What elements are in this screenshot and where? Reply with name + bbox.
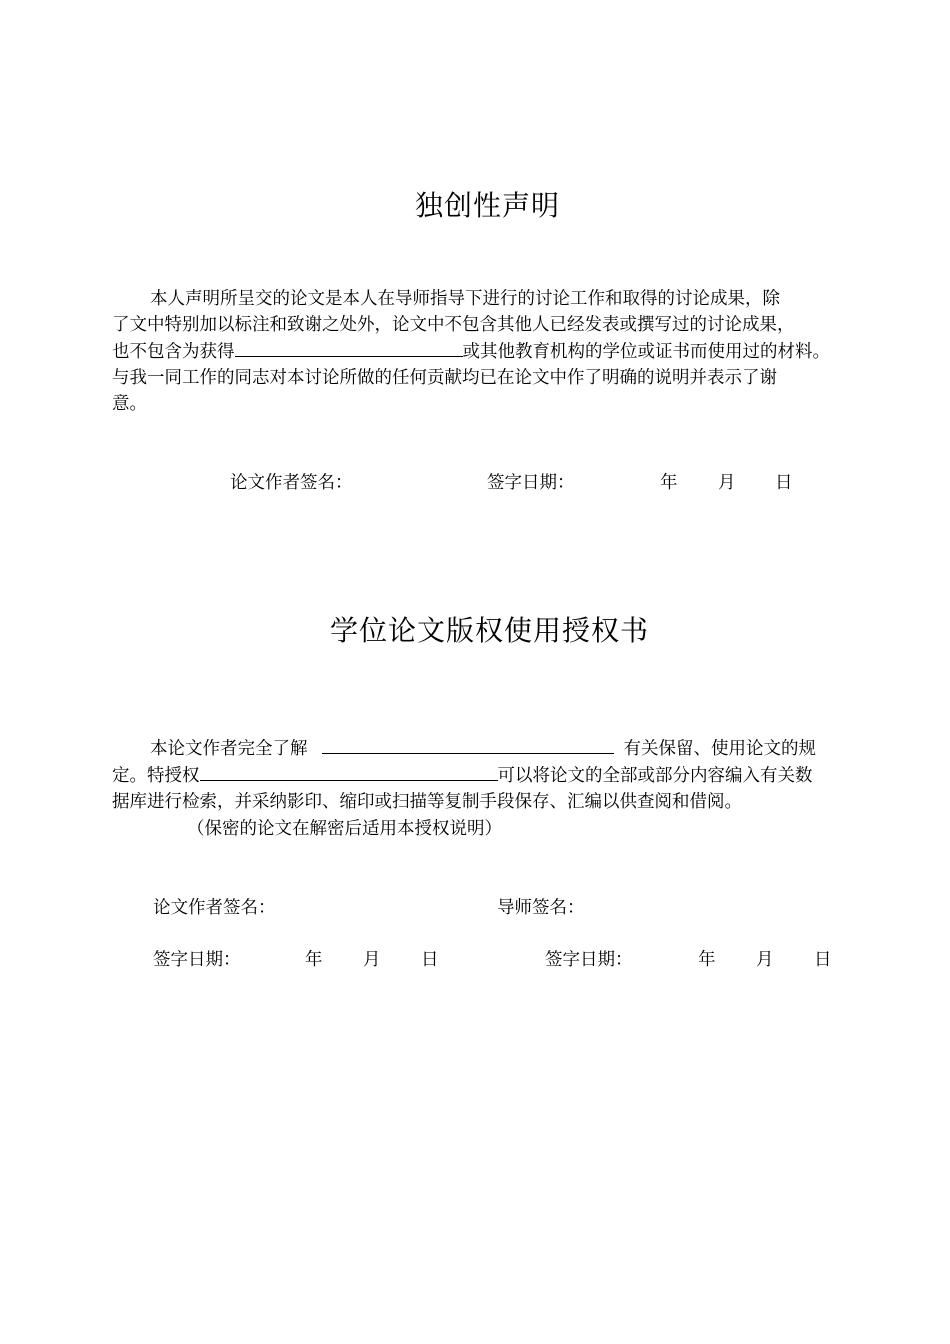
declaration-month-label: 月	[718, 473, 736, 493]
authorization-line-1: 本论文作者完全了解 有关保留、使用论文的规	[150, 739, 816, 759]
authorization-advisor-year-label: 年	[698, 950, 716, 970]
authorization-advisor-day-label: 日	[814, 950, 832, 970]
authorization-line-3: 据库进行检索，并采纳影印、缩印或扫描等复制手段保存、汇编以供查阅和借阅。	[112, 792, 742, 812]
declaration-line-4: 与我一同工作的同志对本讨论所做的任何贡献均已在论文中作了明确的说明并表示了谢	[112, 368, 777, 388]
authorization-author-signature-label: 论文作者签名：	[153, 898, 276, 918]
declaration-day-label: 日	[775, 473, 793, 493]
declaration-line-1: 本人声明所呈交的论文是本人在导师指导下进行的讨论工作和取得的讨论成果，除	[150, 289, 780, 309]
declaration-date-label: 签字日期：	[487, 473, 575, 493]
declaration-title: 独创性声明	[415, 189, 561, 222]
declaration-line-5: 意。	[112, 394, 147, 414]
authorization-advisor-signature-label: 导师签名：	[497, 898, 585, 918]
declaration-author-signature-label: 论文作者签名：	[230, 473, 353, 493]
authorization-author-date-label: 签字日期：	[153, 950, 241, 970]
institution-blank[interactable]	[235, 340, 463, 357]
declaration-year-label: 年	[660, 473, 678, 493]
authorization-line-2: 定。特授权 可以将论文的全部或部分内容编入有关数	[112, 766, 813, 786]
authorization-confidential-note: （保密的论文在解密后适用本授权说明）	[187, 819, 502, 839]
authorization-author-day-label: 日	[421, 950, 439, 970]
declaration-line-3: 也不包含为获得 或其他教育机构的学位或证书而使用过的材料。	[112, 342, 830, 362]
authorization-title: 学位论文版权使用授权书	[330, 614, 650, 647]
authorization-author-month-label: 月	[363, 950, 381, 970]
authorization-advisor-date-label: 签字日期：	[545, 950, 633, 970]
authorization-advisor-month-label: 月	[756, 950, 774, 970]
university-blank[interactable]	[322, 737, 614, 754]
authorization-author-year-label: 年	[305, 950, 323, 970]
declaration-line-2: 了文中特别加以标注和致谢之处外，论文中不包含其他人已经发表或撰写过的讨论成果，	[112, 315, 795, 335]
authorized-party-blank[interactable]	[200, 764, 498, 781]
